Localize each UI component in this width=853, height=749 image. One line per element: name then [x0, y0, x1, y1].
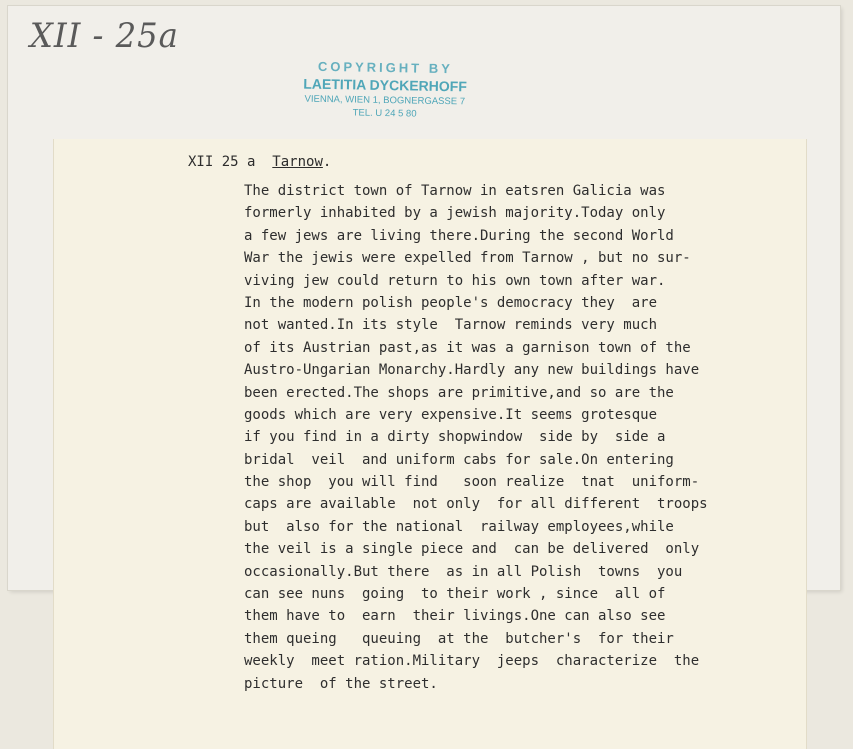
text-line: Austro-Ungarian Monarchy.Hardly any new buildings have [244, 362, 700, 379]
caption-body [244, 180, 804, 695]
text-line: War the jewis were expelled from Tarnow , but no sur- [244, 250, 691, 267]
stamp-line-4: TEL. U 24 5 80 [352, 107, 417, 120]
text-line: can see nuns going to their work , since all of [244, 586, 666, 603]
text-line: if you find in a dirty shopwindow side by side a [244, 429, 666, 446]
text-line: picture of the street. [244, 675, 438, 692]
stamp-line-1: COPYRIGHT BY [317, 58, 453, 77]
caption-place: Tarnow [272, 154, 323, 170]
text-line: viving jew could return to his own town after war. [244, 272, 666, 289]
stamp-line-3: VIENNA, WIEN 1, BOGNERGASSE 7 [304, 93, 466, 108]
text-line: caps are available not only for all different troops [244, 496, 708, 513]
text-line: the shop you will find soon realize tnat uniform- [244, 474, 700, 491]
text-line: been erected.The shops are primitive,and so are the [244, 384, 674, 401]
text-line: bridal veil and uniform cabs for sale.On entering [244, 451, 674, 468]
text-line: a few jews are living there.During the second World [244, 227, 674, 244]
caption-suffix: . [322, 154, 332, 170]
caption-ref: XII 25 a [188, 154, 256, 170]
text-line: of its Austrian past,as it was a garnison town of the [244, 339, 691, 356]
text-line: occasionally.But there as in all Polish towns you [244, 563, 683, 580]
stamp-line-2: LAETITIA DYCKERHOFF [303, 75, 468, 95]
caption-header [188, 154, 331, 170]
text-line: The district town of Tarnow in eatsren Galicia was [244, 183, 666, 199]
text-line: weekly meet ration.Military jeeps characterize the [244, 653, 700, 670]
text-line: not wanted.In its style Tarnow reminds very much [244, 317, 658, 334]
copyright-stamp [289, 58, 480, 120]
text-line: In the modern polish people's democracy they are [244, 294, 658, 311]
text-line: but also for the national railway employees,while [244, 518, 674, 535]
text-line: the veil is a single piece and can be delivered only [244, 541, 700, 558]
text-line: them have to earn their livings.One can also see [244, 608, 666, 625]
text-line: formerly inhabited by a jewish majority.Today only [244, 205, 666, 222]
text-line: them queing queuing at the butcher's for their [244, 630, 674, 647]
handwritten-note: XII - 25a [29, 16, 179, 56]
text-line: goods which are very expensive.It seems grotesque [244, 406, 658, 423]
